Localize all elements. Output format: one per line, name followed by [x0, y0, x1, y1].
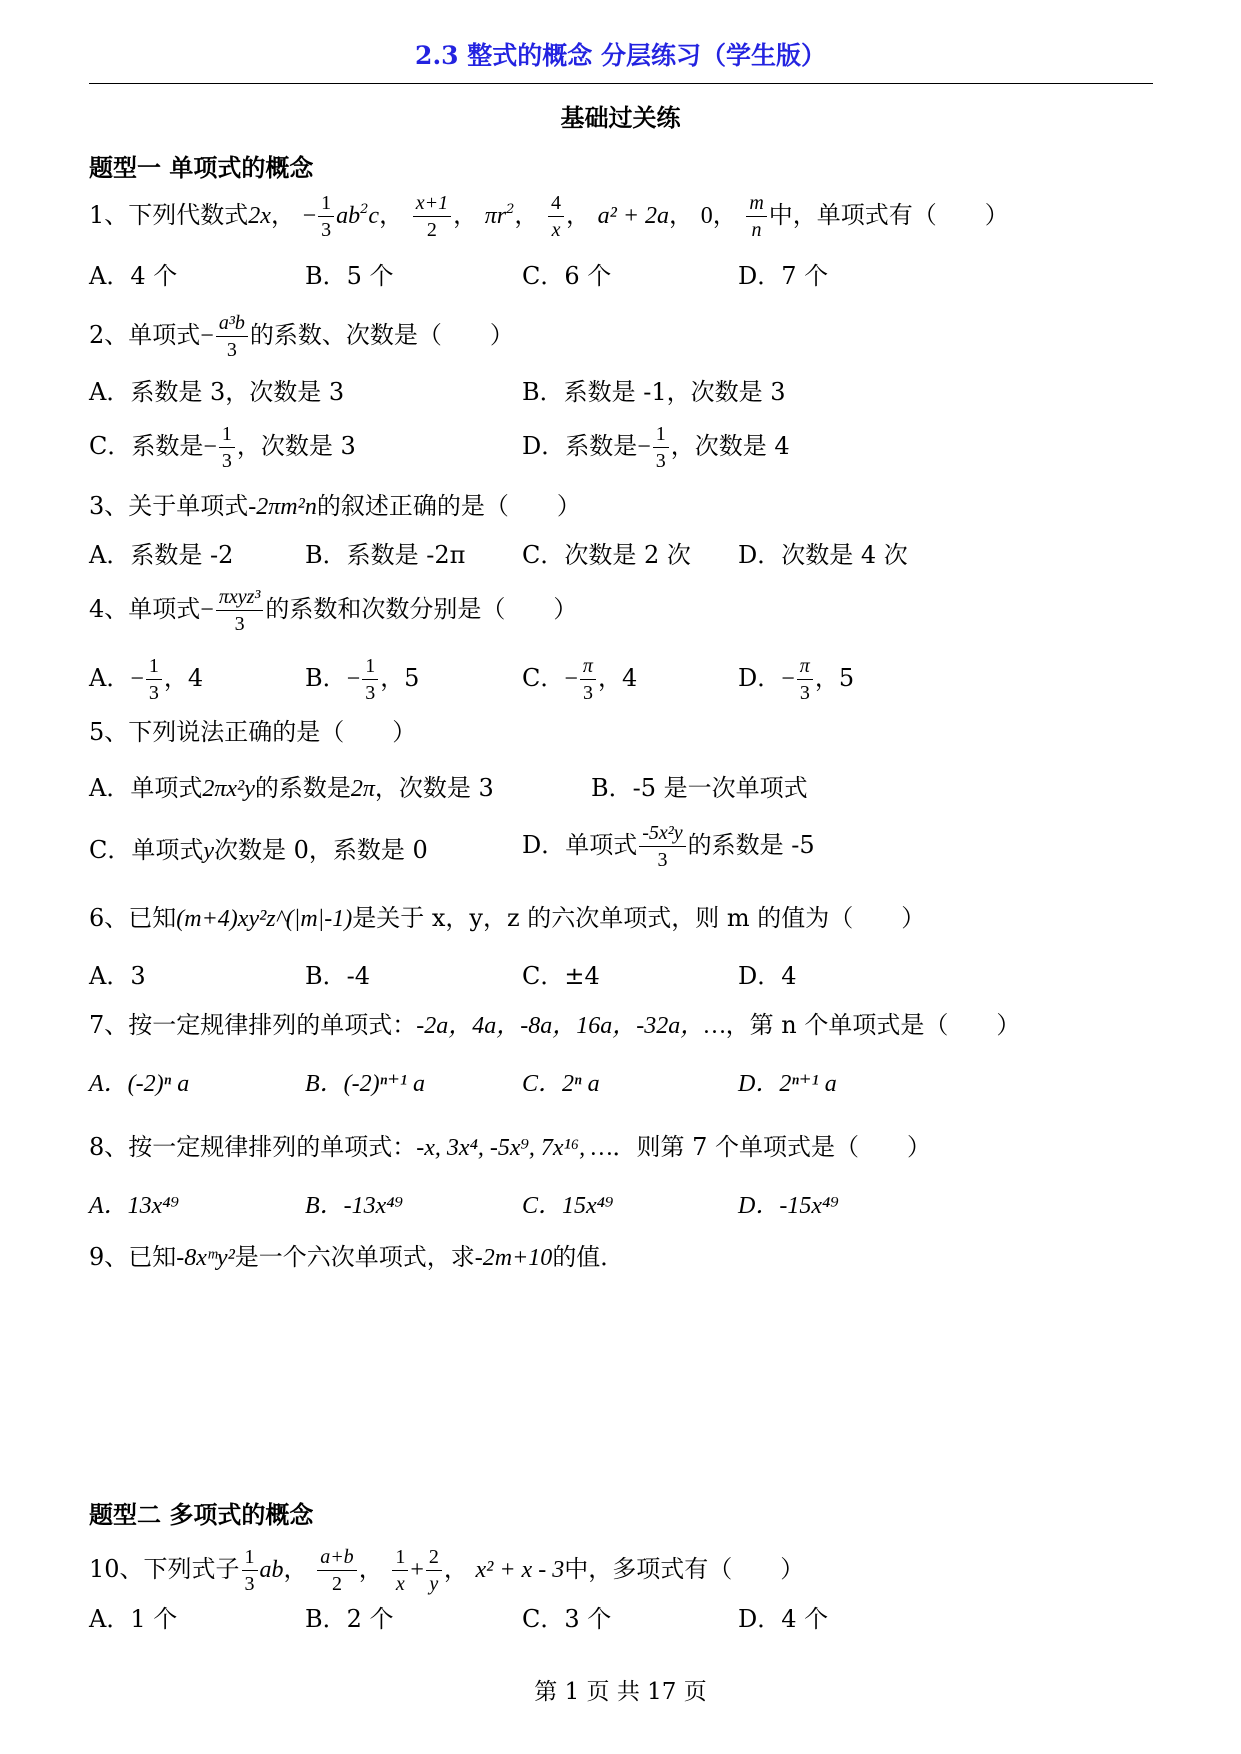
q4-option-b[interactable]: B．− $\frac{1}{3}$ ，5 — [305, 655, 420, 704]
q7-option-c[interactable]: C．2ⁿ a — [522, 1071, 600, 1097]
q1-option-a[interactable]: A．4 个 — [89, 262, 178, 290]
q4-frac: $\frac{\text{πxyz³}}{3}$ — [216, 586, 264, 635]
q2-option-a[interactable]: A．系数是 3，次数是 3 — [89, 378, 345, 406]
q1-frac-e: $\frac{m}{n}$ — [746, 192, 766, 241]
question-10: 10、下列式子 $\frac{1}{3}$ ab， $\frac{a+b}{2}$ ， $\frac{1}{x}$ + $\frac{2}{y}$ ， x² + x - 3中，多项式有（ ） — [89, 1546, 805, 1595]
q10-option-b[interactable]: B．2 个 — [305, 1605, 394, 1633]
q10-option-c[interactable]: C．3 个 — [522, 1605, 612, 1633]
question-3: 3、关于单项式-2πm²n的叙述正确的是（ ） — [89, 492, 581, 520]
q4-option-a[interactable]: A．− $\frac{1}{3}$ ，4 — [89, 655, 204, 704]
document-title: 2.3 整式的概念 分层练习（学生版） — [415, 41, 826, 70]
q7-option-b[interactable]: B．(-2)ⁿ⁺¹ a — [305, 1071, 426, 1097]
q2-frac: $\frac{\text{a³b}}{3}$ — [216, 312, 248, 361]
q10-frac-c2: $\frac{2}{y}$ — [426, 1546, 442, 1595]
page-footer: 第 1 页 共 17 页 — [534, 1679, 707, 1705]
q10-frac-a: $\frac{1}{3}$ — [242, 1546, 258, 1595]
q1-option-d[interactable]: D．7 个 — [738, 262, 829, 290]
q3-option-d[interactable]: D．次数是 4 次 — [738, 541, 908, 569]
q7-option-d[interactable]: D．2ⁿ⁺¹ a — [738, 1071, 837, 1097]
q1-option-c[interactable]: C．6 个 — [522, 262, 612, 290]
q6-option-d[interactable]: D．4 — [738, 962, 797, 990]
question-9: 9、已知-8xᵐy²是一个六次单项式，求-2m+10的值． — [89, 1243, 625, 1271]
q3-option-a[interactable]: A．系数是 -2 — [89, 541, 234, 569]
q1-expr1: 2x — [248, 203, 271, 229]
q3-expr: -2πm²n — [248, 494, 317, 520]
q1-frac-b: $\frac{x+1}{2}$ — [413, 192, 451, 241]
section-heading: 基础过关练 — [560, 103, 681, 132]
q8-option-d[interactable]: D．-15x⁴⁹ — [738, 1193, 839, 1219]
q7-sequence: -2a，4a，-8a，16a，-32a，… — [416, 1013, 726, 1039]
question-6: 6、已知(m+4)xy²z^(|m|-1)是关于 x，y，z 的六次单项式，则 m 的值为（ ） — [89, 904, 926, 932]
question-2: 2、单项式− $\frac{\text{a³b}}{3}$ 的系数、次数是（ ） — [89, 312, 514, 361]
q3-option-b[interactable]: B．系数是 -2π — [305, 541, 466, 569]
q5-option-d[interactable]: D．单项式 $\frac{\text{-5x²y}}{3}$ 的系数是 -5 — [522, 822, 815, 871]
question-4: 4、单项式− $\frac{\text{πxyz³}}{3}$ 的系数和次数分别是（ ） — [89, 586, 578, 635]
q1-prefix: 1、下列代数式 — [89, 201, 249, 229]
type1-heading: 题型一 单项式的概念 — [89, 153, 314, 182]
question-1: 1、下列代数式2x， − $\frac{1}{3}$ $ab^2c$， $\frac{x+1}{2}$ ， $\pi r^2$， $\frac{4}{x}$ ， a² + 2a， 0， $\frac{m}{n}$ 中，单项式有（ ） — [89, 192, 1009, 241]
q8-option-c[interactable]: C．15x⁴⁹ — [522, 1193, 614, 1219]
q1-frac-a: $\frac{1}{3}$ — [318, 192, 334, 241]
type2-heading: 题型二 多项式的概念 — [89, 1500, 314, 1529]
q1-frac-c: $\frac{4}{x}$ — [548, 192, 564, 241]
q1-term-pi: πr — [484, 203, 507, 229]
question-8: 8、按一定规律排列的单项式：-x, 3x⁴, -5x⁹, 7x¹⁶, …．则第 7 个单项式是（ ） — [89, 1133, 931, 1161]
q8-sequence: -x, 3x⁴, -5x⁹, 7x¹⁶, … — [416, 1135, 613, 1161]
question-5: 5、下列说法正确的是（ ） — [89, 718, 417, 746]
q2-option-c[interactable]: C．系数是− $\frac{1}{3}$ ，次数是 3 — [89, 423, 356, 472]
q10-frac-c1: $\frac{1}{x}$ — [392, 1546, 408, 1595]
q4-option-c[interactable]: C．− $\frac{\pi}{3}$ ，4 — [522, 655, 638, 704]
q1-term-d: a² + 2a — [597, 203, 670, 229]
q7-option-a[interactable]: A．(-2)ⁿ a — [89, 1071, 190, 1097]
q10-frac-b: $\frac{a+b}{2}$ — [317, 1546, 357, 1595]
q8-option-b[interactable]: B．-13x⁴⁹ — [305, 1193, 403, 1219]
q6-option-c[interactable]: C．±4 — [522, 962, 600, 990]
q10-option-d[interactable]: D．4 个 — [738, 1605, 829, 1633]
q6-expr: (m+4)xy²z^(|m|-1) — [176, 906, 353, 932]
q6-option-a[interactable]: A．3 — [89, 962, 146, 990]
q5-option-c[interactable]: C．单项式y次数是 0，系数是 0 — [89, 836, 428, 864]
q4-option-d[interactable]: D．− $\frac{\pi}{3}$ ，5 — [738, 655, 855, 704]
q8-option-a[interactable]: A．13x⁴⁹ — [89, 1193, 179, 1219]
q3-option-c[interactable]: C．次数是 2 次 — [522, 541, 691, 569]
q10-option-a[interactable]: A．1 个 — [89, 1605, 178, 1633]
q5-option-b[interactable]: B．-5 是一次单项式 — [591, 774, 808, 802]
question-7: 7、按一定规律排列的单项式：-2a，4a，-8a，16a，-32a，…，第 n 个单项式是（ ） — [89, 1011, 1021, 1039]
q1-option-b[interactable]: B．5 个 — [305, 262, 394, 290]
q5-option-a[interactable]: A．单项式2πx²y的系数是2π，次数是 3 — [89, 774, 494, 802]
q10-term-d: x² + x - 3 — [475, 1557, 565, 1583]
q1-suffix: 中，单项式有（ ） — [768, 201, 1009, 229]
q6-option-b[interactable]: B．-4 — [305, 962, 371, 990]
q2-option-b[interactable]: B．系数是 -1，次数是 3 — [522, 378, 786, 406]
title-rule — [89, 83, 1153, 84]
q2-option-d[interactable]: D．系数是− $\frac{1}{3}$ ，次数是 4 — [522, 423, 790, 472]
